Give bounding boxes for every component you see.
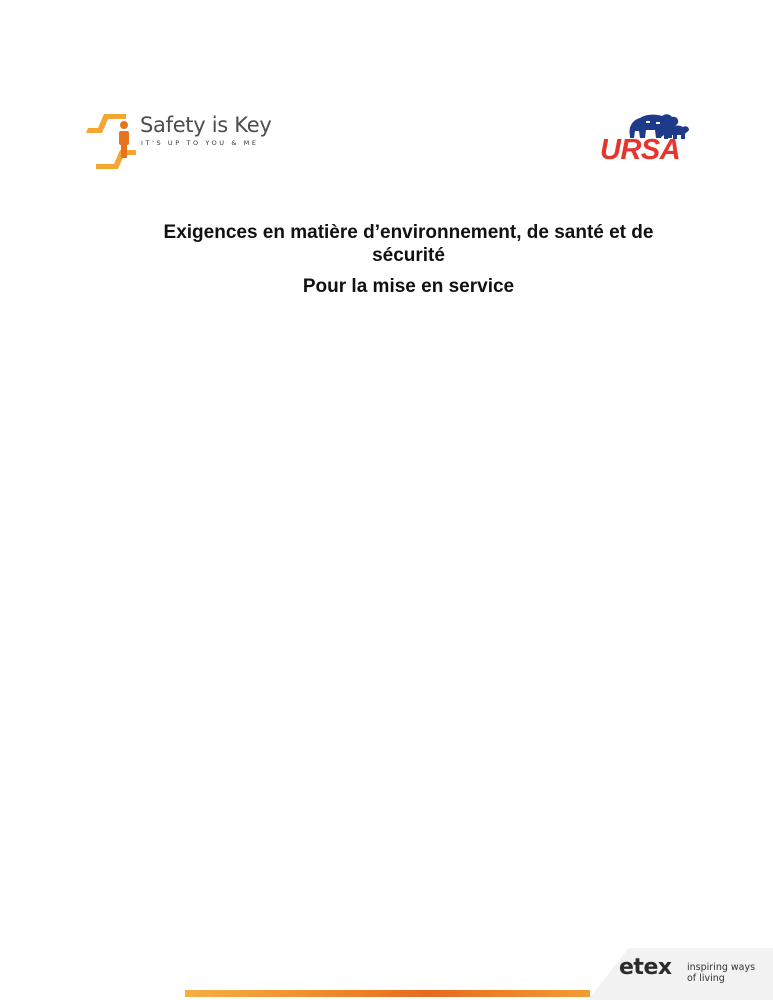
ursa-logo: [600, 108, 704, 166]
etex-wordmark: etex: [619, 955, 672, 980]
ursa-wordmark: URSA: [600, 134, 681, 166]
etex-tagline: inspiring ways of living: [687, 962, 756, 984]
footer-accent-bar: [185, 990, 590, 997]
document-title: Exigences en matière d’environnement, de santé et de sécurité: [163, 222, 654, 266]
document-subtitle: Pour la mise en service: [302, 276, 515, 297]
safety-logo-tagline: IT'S UP TO YOU & ME: [141, 139, 259, 147]
safety-is-key-logo: [86, 108, 272, 178]
safety-logo-title: Safety is Key: [140, 113, 272, 137]
